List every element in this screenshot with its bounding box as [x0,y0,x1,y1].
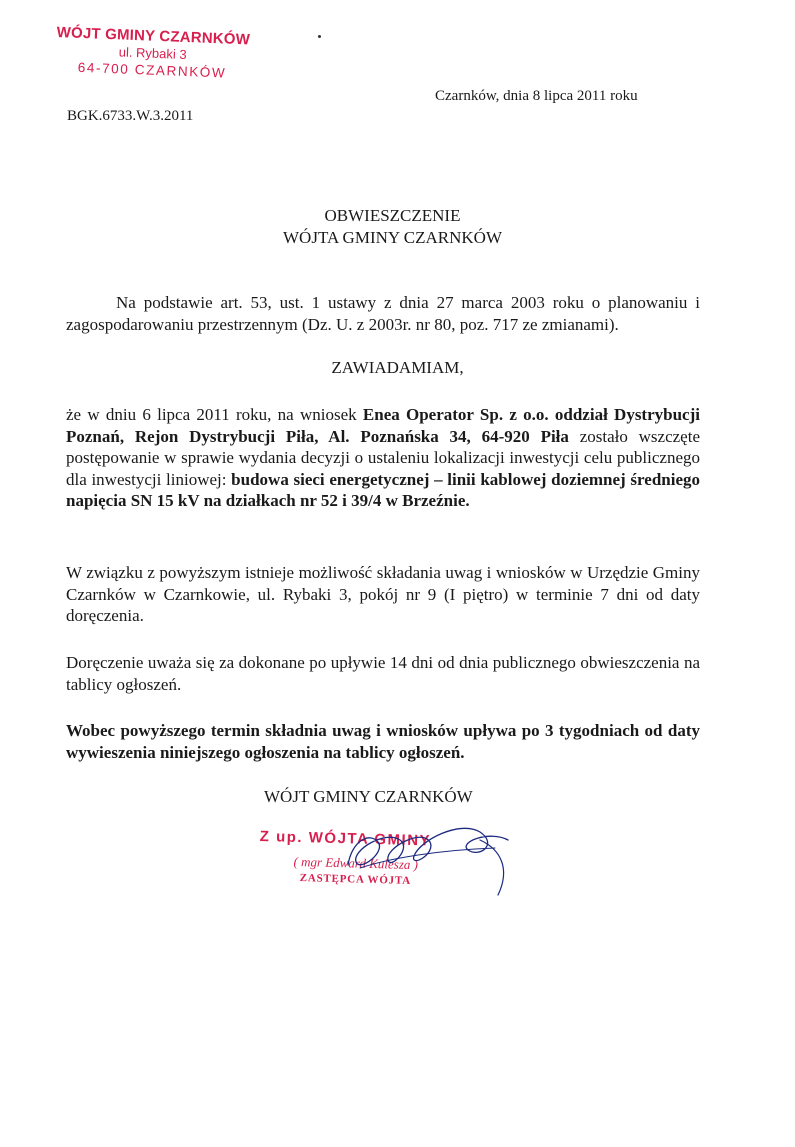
signature-stamp-role: ZASTĘPCA WÓJTA [299,872,412,887]
deadline-paragraph: Wobec powyższego termin składnia uwag i wniosków upływa po 3 tygodniach od daty wywieszenia niniejszego ogłoszenia na tablicy ogłoszeń. [66,721,700,762]
office-stamp [55,24,250,81]
title-line-1: OBWIESZCZENIE [324,206,461,225]
signatory-title: WÓJT GMINY CZARNKÓW [264,787,473,806]
place-date: Czarnków, dnia 8 lipca 2011 roku [435,88,638,104]
signature-stamp-name: ( mgr Edward Kulesza ) [293,853,419,873]
applicant-name: Enea Operator Sp. z o.o. oddział Dystrybucji Poznań, Rejon Dystrybucji Piła, Al. Poznańska 34, 64-920 Piła [66,405,700,446]
legal-basis-paragraph: Na podstawie art. 53, ust. 1 ustawy z dnia 27 marca 2003 roku o planowaniu i zagospodarowaniu przestrzennym (Dz. U. z 2003r. nr 80, poz. 717 ze zmianami). [66,293,700,334]
scan-speck [318,35,321,38]
document-title [0,205,795,249]
handwritten-signature [330,810,520,910]
stamp-postal-city: 64-700 CZARNKÓW [77,59,227,81]
stamp-office-name: WÓJT GMINY CZARNKÓW [56,24,251,49]
investment-description: budowa sieci energetycznej – linii kablowej doziemnej średniego napięcia SN 15 kV na działkach nr 52 i 39/4 w Brzeźnie. [66,469,700,510]
announce-heading: ZAWIADAMIAM, [331,358,464,377]
proceedings-intro: że w dniu 6 lipca 2011 roku, na wniosek [66,405,363,424]
signature-stamp-authorization: Z up. WÓJTA GMINY [259,828,432,850]
proceedings-paragraph [66,404,700,512]
delivery-paragraph: Doręczenie uważa się za dokonane po upływie 14 dni od dnia publicznego obwieszczenia na tablicy ogłoszeń. [66,653,700,694]
reference-number: BGK.6733.W.3.2011 [67,108,194,124]
submission-paragraph: W związku z powyższym istnieje możliwość składania uwag i wniosków w Urzędzie Gminy Czarnków w Czarnkowie, ul. Rybaki 3, pokój nr 9 (I piętro) w terminie 7 dni od daty doręczenia. [66,563,700,625]
stamp-street: ul. Rybaki 3 [118,44,187,62]
title-line-2: WÓJTA GMINY CZARNKÓW [283,228,502,247]
proceedings-text: zostało wszczęte postępowanie w sprawie wydania decyzji o ustaleniu lokalizacji inwestycji celu publicznego dla inwestycji liniowej: [66,426,700,489]
